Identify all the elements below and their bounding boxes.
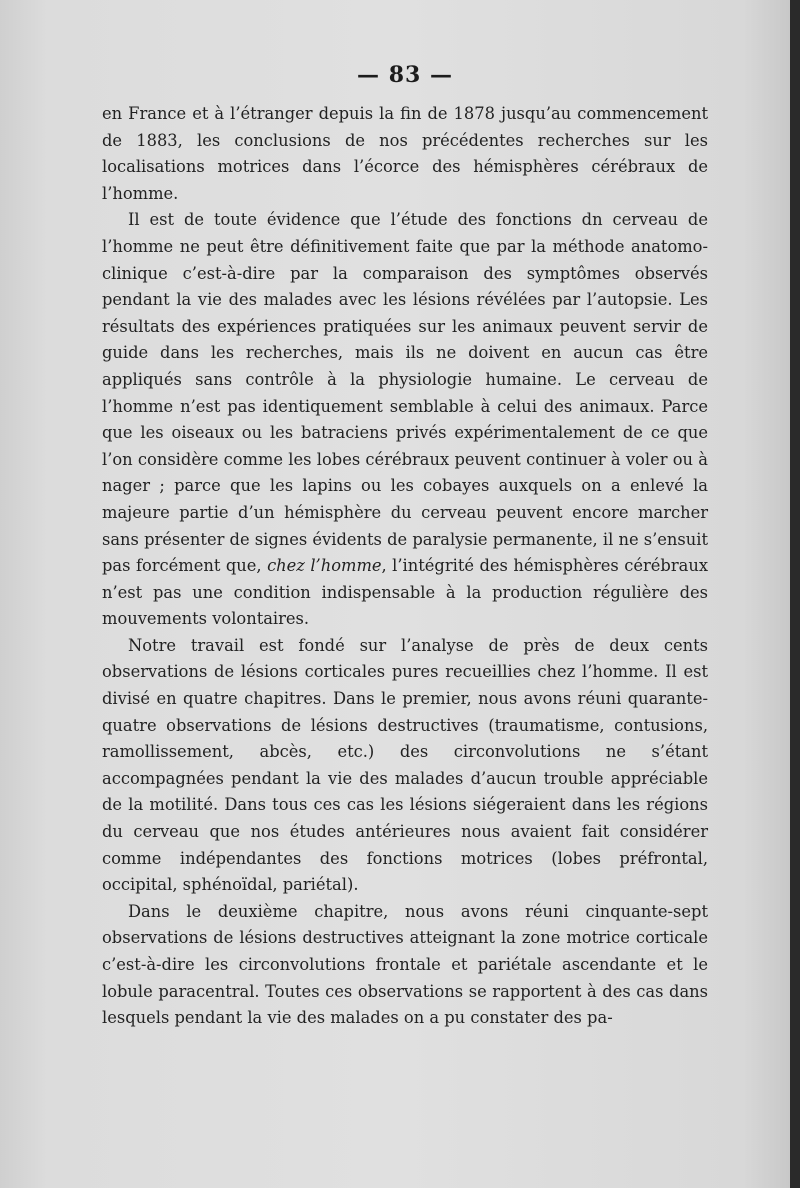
paragraph — [102, 633, 708, 899]
paragraph — [102, 101, 708, 207]
paragraph-text: en France et à l’étranger depuis la fin de 1878 jusqu’au commencement de 1883, les conclusions de nos précédentes recherches sur les localisations motrices dans l’écorce des hémisphères cérébraux de l’homme. — [102, 104, 708, 203]
paragraph — [102, 899, 708, 1032]
paragraph-text: , l’intégrité des hémisphères cérébraux n’est pas une condition indispensable à la production régulière des mouvements volontaires. — [102, 556, 708, 629]
paragraph-text: Dans le deuxième chapitre, nous avons réuni cinquante-sept observations de lésions destructives atteignant la zone motrice corticale c’est-à-dire les circonvolutions frontale et pariétale ascendante et le lobule paracentral. Toutes ces observations se rapportent à des cas dans lesquels pendant la vie des malades on a pu constater des pa- — [102, 901, 708, 1028]
body-text — [102, 101, 708, 1032]
paragraph-text: Il est de toute évidence que l’étude des fonctions dn cerveau de l’homme ne peut être définitivement faite que par la méthode anatomo-clinique c’est-à-dire par la comparaison des symptômes observés pendant la vie des malades avec les lésions révélées par l’autopsie. Les résultats des expériences pratiquées sur les animaux peuvent servir de guide dans les recherches, mais ils ne doivent en aucun cas être appliqués sans contrôle à la physiologie humaine. Le cerveau de l’homme n’est pas identiquement semblable à celui des animaux. Parce que les oiseaux ou les batraciens privés expérimentalement de ce que l’on considère comme les lobes cérébraux peuvent continuer à voler ou à nager ; parce que les lapins ou les cobayes auxquels on a enlevé la majeure partie d’un hémisphère du cerveau peuvent encore marcher sans présenter de signes évidents de paralysie permanente, il ne s’ensuit pas forcément que, — [102, 210, 708, 576]
page-edge-shadow — [790, 0, 800, 1188]
italic-text: chez l’homme — [267, 556, 382, 576]
page-number: — 83 — — [357, 62, 453, 88]
paragraph — [102, 207, 708, 633]
paragraph-text: Notre travail est fondé sur l’analyse de près de deux cents observations de lésions corticales pures recueillies chez l’homme. Il est divisé en quatre chapitres. Dans le premier, nous avons réuni quarante-quatre observations de lésions destructives (traumatisme, contusions, ramollissement, abcès, etc.) des circonvolutions ne s’étant accompagnées pendant la vie des malades d’aucun trouble appréciable de la motilité. Dans tous ces cas les lésions siégeraient dans les régions du cerveau que nos études antérieures nous avaient fait considérer comme indépendantes des fonctions motrices (lobes préfrontal, occipital, sphénoïdal, pariétal). — [102, 635, 708, 895]
